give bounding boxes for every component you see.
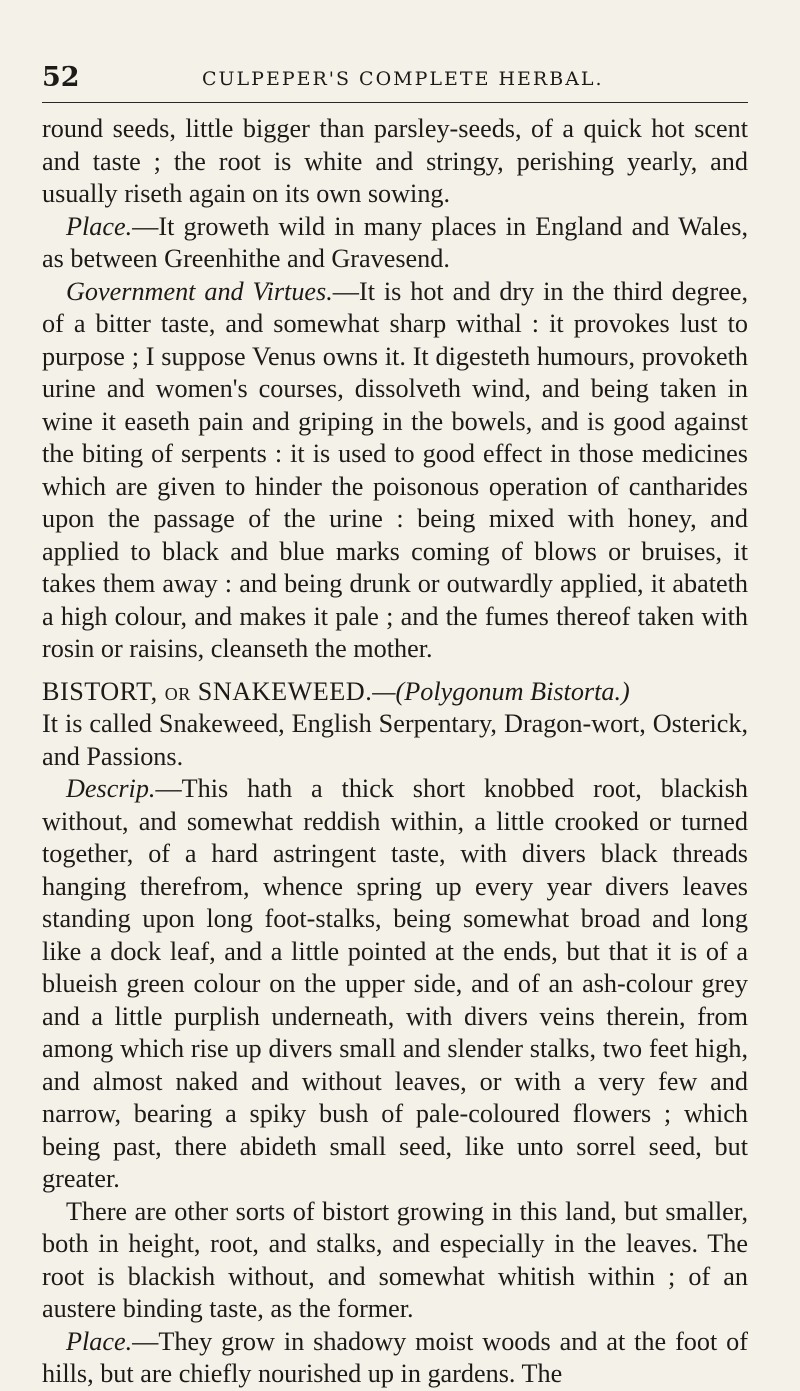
place-label: Place. <box>66 211 133 241</box>
place-text-2: —They grow in shadowy moist woods and at the foot of hills, but are chiefly nourished up in gardens. The <box>42 1326 748 1388</box>
place-label-2: Place. <box>66 1326 133 1356</box>
paragraph-names: It is called Snakeweed, English Serpentary, Dragon-wort, Osterick, and Passions. <box>42 709 748 771</box>
paragraph-other-sorts: There are other sorts of bistort growing in this land, but smaller, both in height, root, and stalks, and especially in the leaves. The root is blackish without, and somewhat whitish within ; of an austere binding taste, as the former. <box>42 1196 748 1323</box>
running-head <box>42 62 748 103</box>
entry-title: BISTORT, or SNAKEWEED. <box>42 676 373 706</box>
paragraph-government-virtues <box>42 276 748 666</box>
government-virtues-label: Government and Virtues. <box>66 276 333 306</box>
body-text <box>42 113 748 1391</box>
paragraph-seed-description: round seeds, little bigger than parsley-seeds, of a quick hot scent and taste ; the root is white and stringy, perishing yearly, and usually riseth again on its own sowing. <box>42 114 748 208</box>
page-number: 52 <box>42 62 80 93</box>
entry-heading <box>42 676 748 709</box>
description-text: —This hath a thick short knobbed root, blackish without, and somewhat reddish within, a little crooked or turned together, of a hard astringent taste, with divers black threads hanging therefrom, whence spring up every year divers leaves standing upon long foot-stalks, being somewhat broad and long like a dock leaf, and a little pointed at the ends, but that it is of a blueish green colour on the upper side, and of an ash-colour grey and a little purplish underneath, with divers veins therein, from among which rise up divers small and slender stalks, two feet high, and almost naked and without leaves, or with a very few and narrow, bearing a spiky bush of pale-coloured flowers ; which being past, there abideth small seed, like unto sorrel seed, but greater. <box>42 774 748 1193</box>
government-virtues-text: —It is hot and dry in the third degree, of a bitter taste, and somewhat sharp withal : it provokes lust to purpose ; I suppose Venus owns it. It digesteth humours, provoketh urine and women's courses, dissolveth wind, and being taken in wine it easeth pain and griping in the bowels, and is good against the biting of serpents : it is used to good effect in those medicines which are given to hinder the poisonous operation of cantharides upon the passage of the urine : being mixed with honey, and applied to black and blue marks coming of blows or bruises, it takes them away : and being drunk or outwardly applied, it abateth a high colour, and makes it pale ; and the fumes thereof taken with rosin or raisins, cleanseth the mother. <box>42 276 748 663</box>
description-label: Descrip. <box>66 774 156 803</box>
paragraph-place-2 <box>42 1326 748 1391</box>
running-title: CULPEPER'S COMPLETE HERBAL. <box>202 68 604 90</box>
entry-latin-name: —(Polygonum Bistorta.) <box>372 676 630 706</box>
place-text: —It groweth wild in many places in England and Wales, as between Greenhithe and Gravesend. <box>42 211 748 273</box>
paragraph-place <box>42 211 748 276</box>
paragraph-description <box>42 773 748 1196</box>
